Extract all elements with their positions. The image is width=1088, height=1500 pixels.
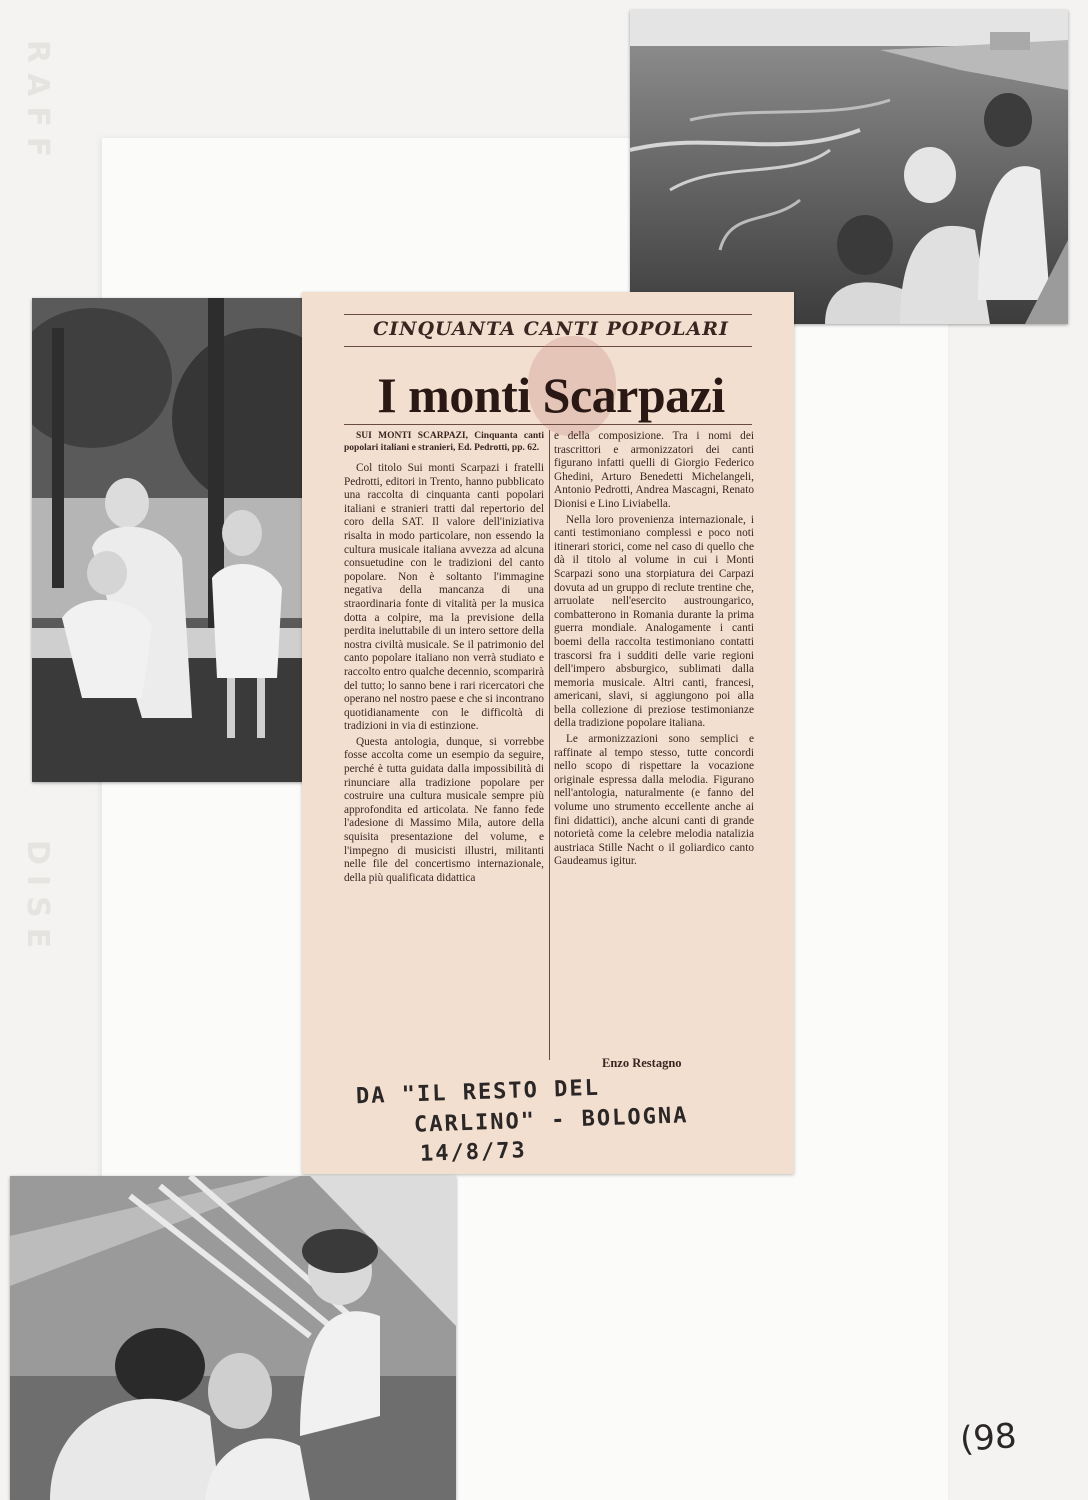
article-paragraph: Le armonizzazioni sono semplici e raffinate al tempo stesso, tutte concordi nello scopo di rispettare la vocazione originale espressa dalla melodia. Figurano nell'antologia, naturalmente (e fanno del volume uno strumento eccellente anche ai fini didattici), anche alcuni canti di grande notorietà come la celebre melodia natalizia austriaca Stille Nacht o il goliardico canto Gaudeamus igitur. (554, 733, 754, 868)
divider-line (344, 314, 752, 315)
clipping-headline: I monti Scarpazi (377, 367, 725, 423)
mother-and-daughters-photo (32, 298, 316, 782)
article-paragraph: Col titolo Sui monti Scarpazi i fratelli Pedrotti, editori in Trento, hanno pubblicato una raccolta di cinquanta canti popolari italiani e stranieri tratti dal repertorio del coro della SAT. Il valore dell'iniziativa risalta in modo particolare, non essendo la cultura musicale italiana avvezza ad alcuna consuetudine con le tradizioni del canto popolare. Non è soltanto l'immagine negativa della mancanza di una straordinaria fonte di vitalità per la musica dotta a colpire, ma la previsione della perdita ineluttabile di un intero settore della nostra civiltà musicale. Se il patrimonio del canto popolare italiano non verrà studiato e raccolto entro qualche decennio, scomparirà del tutto; lo sanno bene i rari ricercatori che operano nel nostro paese e che si incontrano quotidianamente con le difficoltà di tradizioni in via di estinzione. (344, 462, 544, 733)
page-number: (98 (958, 1416, 1018, 1460)
article-column-left (344, 430, 544, 887)
article-paragraph: e della composizione. Tra i nomi dei trascrittori e armonizzatori dei canti figurano infatti quelli di Giorgio Federico Ghedini, Arturo Benedetti Michelangeli, Antonio Pedrotti, Andrea Mascagni, Renato Dionisi e Lino Liviabella. (554, 430, 754, 510)
handwritten-note-line: DA "IL RESTO DEL (355, 1075, 601, 1110)
seaside-children-photo (630, 10, 1068, 324)
beach-tent-photo (10, 1176, 456, 1500)
column-divider (549, 430, 550, 1060)
handwritten-note-line: 14/8/73 (419, 1138, 528, 1167)
newspaper-clipping (302, 292, 794, 1174)
bleed-through-text: DISE (20, 840, 55, 959)
article-paragraph: Nella loro provenienza internazionale, i canti testimoniano complessi e poco noti itinerari storici, come nel caso di quello che dà il titolo al volume in cui i Monti Scarpazi sono una storpiatura dei Carpazi dovuta ad un gruppo di reclute trentine che, arruolate nell'esercito austroungarico, combatterono in Romania durante la prima guerra mondiale. Analogamente i canti boemi della raccolta testimoniano contatti trascorsi fra i sudditi delle varie regioni dell'impero absburgico, sublimati dalla memoria musicale. Altri canti, francesi, americani, slavi, si aggiungono poi alla bella collezione di preziose testimonianze della tradizione popolare italiana. (554, 513, 754, 730)
handwritten-note-line: CARLINO" - BOLOGNA (413, 1103, 689, 1138)
divider-line (344, 424, 752, 425)
article-author: Enzo Restagno (602, 1056, 682, 1070)
clipping-kicker: CINQUANTA CANTI POPOLARI (373, 318, 729, 340)
article-paragraph: Questa antologia, dunque, si vorrebbe fosse accolta come un esempio da seguire, perché è tutta guidata dalla impossibilità di rinunciare alla tradizione popolare per costruire una cultura musicale sempre più approfondita ed articolata. Ne fanno fede l'adesione di Massimo Mila, autore della squisita presentazione del volume, e l'impegno di musicisti illustri, militanti nelle file del concertismo internazionale, della più qualificata didattica (344, 735, 544, 884)
article-column-right (554, 430, 754, 871)
article-lead: SUI MONTI SCARPAZI, Cinquanta canti popolari italiani e stranieri, Ed. Pedrotti, pp. 62. (344, 431, 544, 453)
bleed-through-text: RAFF (20, 40, 55, 168)
